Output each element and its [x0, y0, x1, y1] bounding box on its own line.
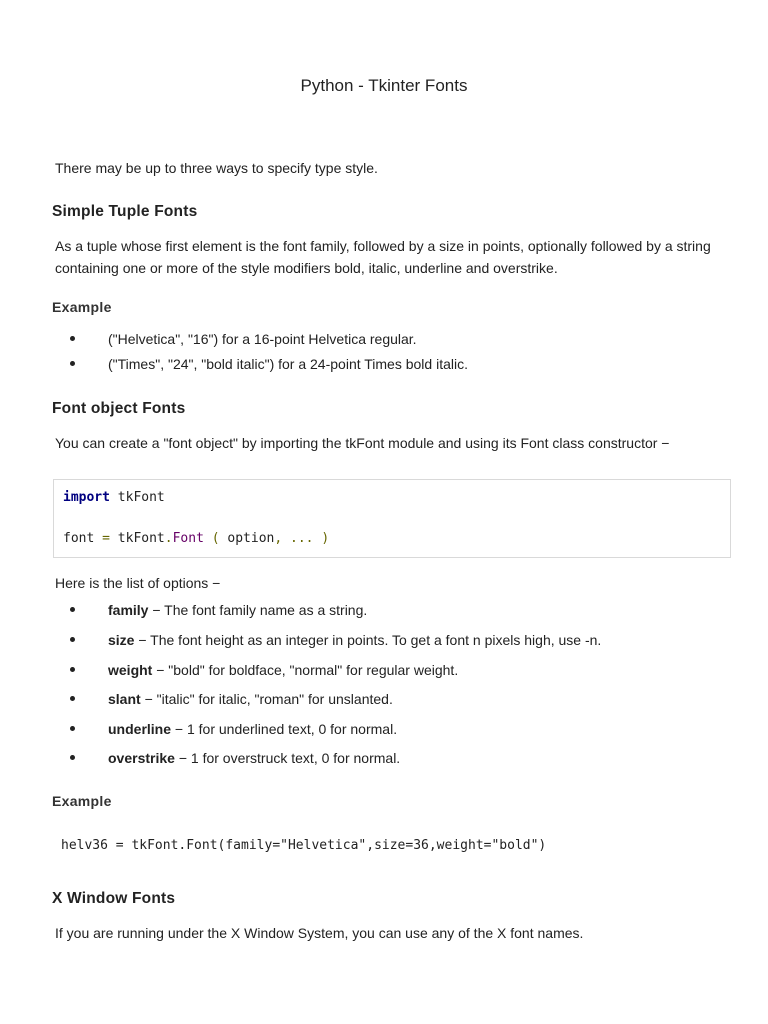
option-description: − "bold" for boldface, "normal" for regular weight.	[152, 662, 459, 678]
example-heading: Example	[52, 793, 112, 809]
option-description: − The font family name as a string.	[148, 602, 368, 618]
list-item	[70, 331, 417, 347]
option-name: weight	[108, 662, 153, 678]
option-name: slant	[108, 691, 141, 707]
option-name: size	[108, 632, 135, 648]
code-text: font	[63, 531, 103, 546]
option-name: underline	[108, 721, 172, 737]
code-block	[53, 479, 731, 558]
section-heading-font-object-fonts: Font object Fonts	[52, 400, 186, 417]
option-description: − 1 for overstruck text, 0 for normal.	[174, 750, 401, 766]
code-text: option	[219, 531, 275, 546]
section-paragraph-x-window: If you are running under the X Window System, you can use any of the X font names.	[55, 925, 584, 941]
bullet-icon	[70, 361, 75, 366]
section-heading-simple-tuple-fonts: Simple Tuple Fonts	[52, 203, 198, 220]
code-text: tkFont	[109, 531, 165, 546]
bullet-icon	[70, 607, 75, 612]
section-paragraph-simple-tuple: As a tuple whose first element is the font family, followed by a size in points, optionally followed by a string containing one or more of the style modifiers bold, italic, underline and overstrike.	[55, 238, 711, 276]
code-operator: =	[102, 531, 110, 546]
bullet-icon	[70, 667, 75, 672]
code-line	[63, 490, 165, 505]
option-name: overstrike	[108, 750, 175, 766]
code-operator: .	[164, 531, 173, 546]
list-item	[70, 602, 367, 618]
code-operator: ,	[274, 531, 283, 546]
options-intro: Here is the list of options −	[55, 575, 221, 591]
code-operator: (	[203, 531, 220, 546]
section-heading-x-window-fonts: X Window Fonts	[52, 890, 176, 907]
option-description: − The font height as an integer in points. To get a font n pixels high, use -n.	[134, 632, 602, 648]
bullet-icon	[70, 726, 75, 731]
option-description: − 1 for underlined text, 0 for normal.	[171, 721, 398, 737]
bullet-icon	[70, 755, 75, 760]
page-title: Python - Tkinter Fonts	[300, 76, 468, 95]
list-item	[70, 750, 400, 766]
intro-paragraph: There may be up to three ways to specify type style.	[55, 160, 378, 176]
bullet-icon	[70, 336, 75, 341]
list-item	[70, 356, 468, 372]
list-item-text: ("Times", "24", "bold italic") for a 24-point Times bold italic.	[108, 356, 468, 372]
example-heading: Example	[52, 299, 112, 315]
list-item	[70, 632, 601, 648]
option-description: − "italic" for italic, "roman" for unslanted.	[140, 691, 393, 707]
bullet-icon	[70, 637, 75, 642]
list-item	[70, 721, 397, 737]
list-item	[70, 691, 393, 707]
code-function: Font	[172, 531, 204, 546]
list-item	[70, 662, 458, 678]
code-text: tkFont	[109, 490, 165, 505]
example-code-line: helv36 = tkFont.Font(family="Helvetica",size=36,weight="bold")	[61, 838, 547, 853]
code-keyword: import	[63, 490, 110, 505]
section-paragraph-font-object: You can create a "font object" by importing the tkFont module and using its Font class constructor −	[55, 435, 670, 451]
option-name: family	[108, 602, 149, 618]
code-line	[63, 531, 329, 546]
bullet-icon	[70, 696, 75, 701]
list-item-text: ("Helvetica", "16") for a 16-point Helvetica regular.	[108, 331, 417, 347]
code-operator: ... )	[282, 531, 330, 546]
